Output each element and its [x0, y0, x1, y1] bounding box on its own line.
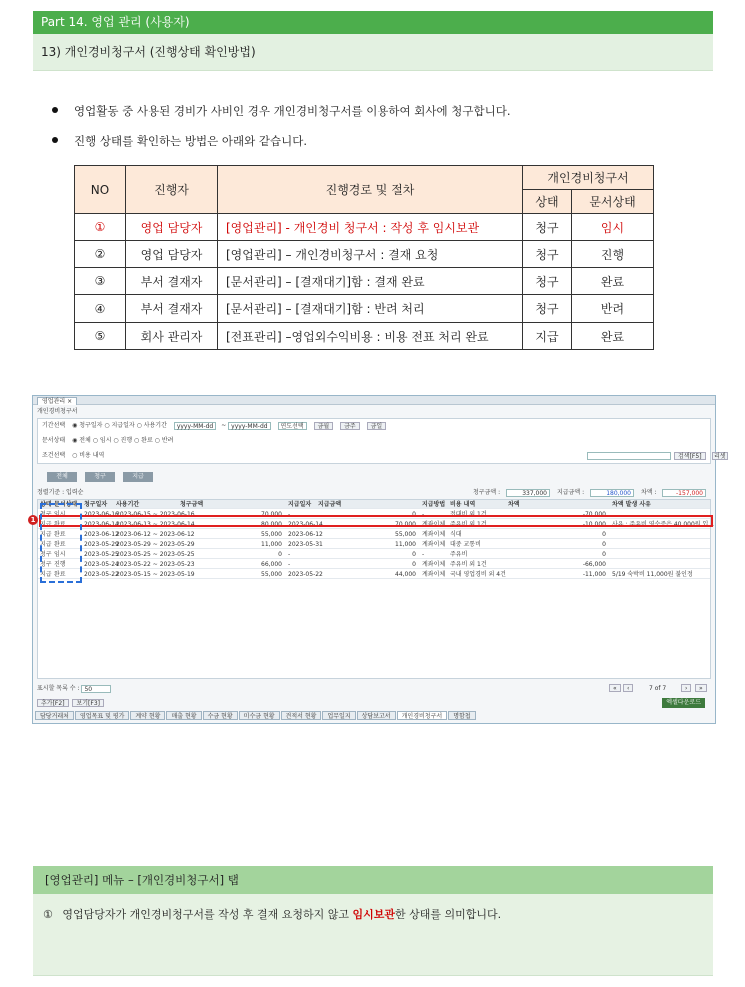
claim-total-label: 청구금액 :	[473, 489, 501, 496]
section-title: 13) 개인경비청구서 (진행상태 확인방법)	[33, 34, 713, 71]
app-title: 개인경비청구서	[37, 408, 78, 415]
col-paid-date: 지급일자	[288, 501, 312, 508]
grid-cell: 70,000	[261, 511, 282, 518]
col-no: NO	[75, 166, 126, 214]
grid-row[interactable]	[38, 550, 710, 559]
bottom-tab[interactable]: 계약 현황	[130, 711, 165, 720]
grid-cell: 완료	[54, 531, 66, 538]
grid-cell: 44,000	[395, 571, 416, 578]
rows-select[interactable]: 50	[81, 685, 111, 693]
bottom-tab[interactable]: 영업목표 및 평가	[75, 711, 129, 720]
grid-cell: 2023-05-29 ~ 2023-05-29	[116, 541, 195, 548]
grid-cell: 진행	[54, 561, 66, 568]
note-body	[33, 894, 713, 976]
bottom-tab[interactable]: 담당거래처	[35, 711, 74, 720]
this-week-button[interactable]: 금주	[340, 422, 360, 430]
view-button[interactable]: 보기[F3]	[72, 699, 104, 707]
cell-path: [문서관리] – [결재대기]함 : 결재 완료	[218, 268, 523, 295]
grid-cell: 2023-06-14	[288, 521, 323, 528]
summary-row	[37, 488, 711, 498]
col-path: 진행경로 및 절차	[218, 166, 523, 214]
cell-no: ①	[75, 214, 126, 241]
grid-cell: 계좌이체	[422, 521, 446, 528]
grid-cell: 계좌이체	[422, 561, 446, 568]
grid-cell: 0	[412, 551, 416, 558]
col-expense: 비용 내역	[450, 501, 476, 508]
col-diff-reason: 차액 발생 사유	[612, 501, 651, 508]
claim-total: 337,000	[506, 489, 550, 497]
highlight-row-box	[39, 515, 713, 527]
paid-total: 180,000	[590, 489, 634, 497]
grid-row[interactable]	[38, 530, 710, 539]
col-use-period: 사용기간	[116, 501, 140, 508]
grid-cell: 2023-05-22 ~ 2023-05-23	[116, 561, 195, 568]
part-title: Part 14. 영업 관리 (사용자)	[33, 11, 713, 34]
process-table	[74, 165, 654, 350]
cell-no: ⑤	[75, 323, 126, 350]
note-title: [영업관리] 메뉴 – [개인경비청구서] 탭	[33, 866, 713, 894]
grid-cell: 0	[602, 551, 606, 558]
grid-cell: 임시	[54, 511, 66, 518]
cell-status: 지급	[523, 323, 572, 350]
grid-cell: 0	[412, 511, 416, 518]
cell-doc: 완료	[572, 268, 654, 295]
cell-actor: 부서 결재자	[126, 268, 218, 295]
grid-cell: -	[422, 511, 425, 518]
grid-cell: -11,000	[582, 571, 606, 578]
grid-cell: -66,000	[582, 561, 606, 568]
col-state: 상태	[40, 501, 52, 508]
date-from-input[interactable]: yyyy-MM-dd	[174, 422, 216, 430]
table-row	[75, 323, 654, 350]
grid-cell: 완료	[54, 571, 66, 578]
filter-row-cond	[42, 451, 726, 461]
cond-label: 조건선택	[42, 452, 66, 459]
grid-cell: 2023-06-15 ~ 2023-06-16	[116, 511, 195, 518]
add-button[interactable]: 추가[F2]	[37, 699, 69, 707]
grid-cell: 계좌이체	[422, 541, 446, 548]
grid-cell: 55,000	[395, 531, 416, 538]
doc-status-label: 문서상태	[42, 437, 66, 444]
col-claim-date: 청구일자	[84, 501, 108, 508]
bottom-tab[interactable]: 수금 현황	[203, 711, 238, 720]
grid-cell: 80,000	[261, 521, 282, 528]
grid-cell: 계좌이체	[422, 571, 446, 578]
cell-status: 청구	[523, 214, 572, 241]
col-paid-amount: 지급금액	[318, 501, 342, 508]
note-highlight: 임시보관	[352, 908, 396, 921]
diff-total: -157,000	[662, 489, 706, 497]
bottom-tab[interactable]: 명함첩	[448, 711, 475, 720]
grid-cell: 2023-05-22	[288, 571, 323, 578]
grid-cell: 66,000	[261, 561, 282, 568]
grid-cell: 5/19 숙박비 11,000원 불인정	[612, 571, 693, 578]
grid-cell: 2023-06-12	[84, 531, 119, 538]
cell-no: ④	[75, 295, 126, 323]
grid-cell: 0	[602, 541, 606, 548]
grid-cell: 주유비	[450, 551, 468, 558]
grid-cell: 0	[602, 531, 606, 538]
bottom-tab[interactable]: 미수금 현황	[239, 711, 280, 720]
grid-cell: 2023-05-25 ~ 2023-05-25	[116, 551, 195, 558]
grid-cell: 완료	[54, 541, 66, 548]
cell-no: ③	[75, 268, 126, 295]
sort-label: 정렬기준 : 입력순	[37, 489, 84, 496]
cell-status: 청구	[523, 241, 572, 268]
grid-cell: 2023-05-29	[84, 541, 119, 548]
table-row	[75, 241, 654, 268]
grid-cell: -	[288, 551, 291, 558]
doc-status-options[interactable]: ◉ 전체 ○ 임시 ○ 진행 ○ 완료 ○ 반려	[72, 437, 174, 444]
grid-cell: 사유 : 주유비 영수증은 40,000원 입...	[612, 521, 715, 528]
col-status: 상태	[523, 190, 572, 214]
grid-cell: 2023-05-31	[288, 541, 323, 548]
today-button[interactable]: 금일	[367, 422, 387, 430]
bottom-tab[interactable]: 견적서 현황	[281, 711, 322, 720]
grid-cell: -	[288, 561, 291, 568]
col-diff: 차액	[508, 501, 520, 508]
grid-cell: 주유비 외 1건	[450, 521, 487, 528]
grid-cell: 주유비 외 1건	[450, 561, 487, 568]
cond-options[interactable]: ○ 비용 내역	[72, 452, 105, 459]
grid-cell: 국내 영업경비 외 4건	[450, 571, 506, 578]
bottom-tab[interactable]: 매출 현황	[166, 711, 201, 720]
grid-cell: 55,000	[261, 531, 282, 538]
cell-actor: 영업 담당자	[126, 214, 218, 241]
cell-actor: 회사 관리자	[126, 323, 218, 350]
period-label: 기간선택	[42, 422, 66, 429]
app-tabbar	[33, 396, 715, 405]
grid-cell: 계좌이체	[422, 531, 446, 538]
filter-row-doc	[42, 436, 178, 446]
grid-cell: 지급	[40, 571, 52, 578]
grid-cell: 11,000	[261, 541, 282, 548]
cell-status: 청구	[523, 268, 572, 295]
grid-cell: 0	[412, 561, 416, 568]
date-to-input[interactable]: yyyy-MM-dd	[228, 422, 270, 430]
tab-sales-management[interactable]: 영업관리 ×	[37, 397, 77, 405]
marker-1-badge: 1	[28, 515, 38, 525]
expense-grid	[30, 499, 715, 679]
app-screenshot	[30, 395, 726, 724]
paid-total-label: 지급금액 :	[557, 489, 585, 496]
grid-cell: 2023-06-12	[288, 531, 323, 538]
cell-doc: 임시	[572, 214, 654, 241]
period-options[interactable]: ◉ 청구일자 ○ 지급일자 ○ 사용기간	[72, 422, 167, 429]
grid-cell: 2023-06-14	[84, 521, 119, 528]
col-actor: 진행자	[126, 166, 218, 214]
grid-row[interactable]	[38, 540, 710, 549]
grid-cell: 식대	[450, 531, 462, 538]
cell-status: 청구	[523, 295, 572, 323]
diff-label: 차액 :	[641, 489, 657, 496]
cell-doc: 완료	[572, 323, 654, 350]
first-page-button[interactable]: «	[609, 684, 621, 692]
table-row	[75, 214, 654, 241]
bullet-text: 영업활동 중 사용된 경비가 사비인 경우 개인경비청구서를 이용하여 회사에 청구합니다.	[74, 104, 511, 118]
bullet-text: 진행 상태를 확인하는 방법은 아래와 같습니다.	[74, 134, 308, 148]
this-month-button[interactable]: 금월	[314, 422, 334, 430]
grid-row[interactable]	[38, 570, 710, 579]
filter-row-period: 기간선택 ◉ 청구일자 ○ 지급일자 ○ 사용기간 yyyy-MM-dd ~ yyyy-MM-dd 연도선택 금월 금주 금일	[42, 421, 391, 431]
status-column-highlight	[40, 503, 82, 583]
grid-cell: 2023-05-25	[84, 551, 119, 558]
bottom-tab[interactable]: 개인경비청구서	[397, 711, 448, 720]
rows-label: 표시할 목록 수 :	[37, 685, 80, 692]
grid-cell: 2023-06-12 ~ 2023-06-12	[116, 531, 195, 538]
prev-page-button[interactable]: ‹	[623, 684, 633, 692]
excel-download-button[interactable]: 엑셀다운로드	[662, 698, 705, 708]
bottom-tabs	[35, 711, 713, 721]
cell-path: [전표관리] –영업외수익비용 : 비용 전표 처리 완료	[218, 323, 523, 350]
grid-cell: 70,000	[395, 521, 416, 528]
grid-cell: 완료	[54, 521, 66, 528]
cell-actor: 영업 담당자	[126, 241, 218, 268]
grid-cell: 2023-06-13 ~ 2023-06-14	[116, 521, 195, 528]
cell-path: [문서관리] – [결재대기]함 : 반려 처리	[218, 295, 523, 323]
grid-cell: 55,000	[261, 571, 282, 578]
cell-path: [영업관리] – 개인경비청구서 : 결재 요청	[218, 241, 523, 268]
last-page-button[interactable]: »	[695, 684, 707, 692]
year-select[interactable]: 연도선택	[278, 422, 307, 430]
cell-actor: 부서 결재자	[126, 295, 218, 323]
bullet-dot-icon	[52, 137, 58, 143]
bottom-tab[interactable]: 상담보고서	[357, 711, 396, 720]
grid-cell: 지급	[40, 521, 52, 528]
grid-cell: -	[422, 551, 425, 558]
grid-cell: 2023-05-24	[84, 561, 119, 568]
grid-cell: 지급	[40, 531, 52, 538]
grid-cell: 청구	[40, 511, 52, 518]
grid-cell: 2023-06-16	[84, 511, 119, 518]
filter-claim-button[interactable]: 청구	[85, 472, 115, 482]
filter-panel	[37, 418, 726, 464]
col-pay-method: 지급방법	[422, 501, 446, 508]
action-bar	[37, 698, 711, 708]
grid-cell: 0	[278, 551, 282, 558]
grid-cell: 2023-05-22	[84, 571, 119, 578]
next-page-button[interactable]: ›	[681, 684, 691, 692]
grid-cell: 11,000	[395, 541, 416, 548]
bottom-tab[interactable]: 업무일지	[322, 711, 355, 720]
note-number: ①	[43, 908, 53, 921]
grid-cell: 지급	[40, 541, 52, 548]
grid-header	[38, 500, 710, 509]
col-doc-state: 문서상태	[54, 501, 78, 508]
table-row	[75, 268, 654, 295]
grid-cell: -10,000	[582, 521, 606, 528]
filter-all-button[interactable]: 전체	[47, 472, 77, 482]
filter-paid-button[interactable]: 지급	[123, 472, 153, 482]
bullet-dot-icon	[52, 107, 58, 113]
grid-row[interactable]	[38, 560, 710, 569]
grid-cell: 청구	[40, 551, 52, 558]
cell-path: [영업관리] - 개인경비 청구서 : 작성 후 임시보관	[218, 214, 523, 241]
pager	[37, 684, 711, 694]
cell-doc: 반려	[572, 295, 654, 323]
grid-cell: -70,000	[582, 511, 606, 518]
grid-cell: 임시	[54, 551, 66, 558]
grid-cell: 청구	[40, 561, 52, 568]
note-text-post: 한 상태를 의미합니다.	[395, 908, 502, 921]
grid-cell: 접대비 외 1건	[450, 511, 487, 518]
table-row	[75, 295, 654, 323]
grid-cell: 2023-05-15 ~ 2023-05-19	[116, 571, 195, 578]
search-input[interactable]	[587, 452, 671, 460]
grid-cell: 대중 교통비	[450, 541, 481, 548]
cell-no: ②	[75, 241, 126, 268]
page-indicator: 7 of 7	[649, 685, 667, 692]
col-doc-status: 문서상태	[572, 190, 654, 214]
reset-button[interactable]: 리셋	[714, 453, 726, 460]
col-group: 개인경비청구서	[523, 166, 654, 190]
col-claim-amount: 청구금액	[180, 501, 204, 508]
grid-cell: -	[288, 511, 291, 518]
search-button[interactable]: 검색[F5]	[674, 452, 706, 460]
cell-doc: 진행	[572, 241, 654, 268]
note-text-pre: 영업담당자가 개인경비청구서를 작성 후 결재 요청하지 않고	[62, 908, 353, 921]
